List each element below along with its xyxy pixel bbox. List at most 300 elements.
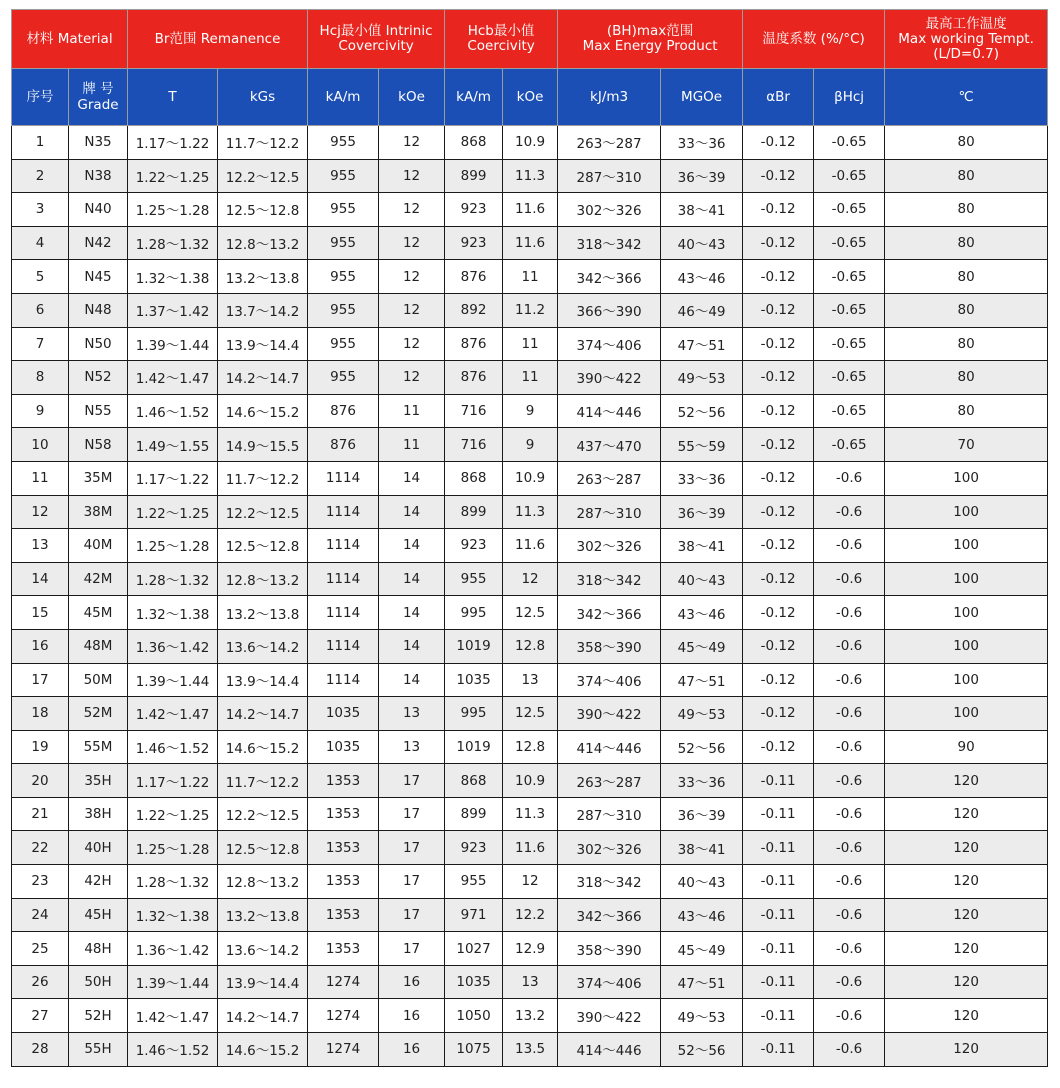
table-cell: 1.17～1.22	[128, 461, 218, 495]
table-cell: -0.6	[814, 999, 885, 1033]
table-cell: 45～49	[661, 629, 743, 663]
table-cell: 12	[379, 260, 445, 294]
table-cell: 14	[379, 529, 445, 563]
table-cell: -0.6	[814, 797, 885, 831]
header-unit-kgs	[218, 69, 308, 126]
table-cell: 1114	[308, 495, 379, 529]
table-cell: 17	[379, 932, 445, 966]
table-cell: 1.28～1.32	[128, 865, 218, 899]
table-row	[12, 663, 1048, 697]
table-cell: -0.12	[743, 260, 814, 294]
table-cell: -0.6	[814, 495, 885, 529]
table-cell: 52H	[69, 999, 128, 1033]
table-cell: -0.12	[743, 159, 814, 193]
header-alpha-br	[743, 69, 814, 126]
table-cell: 24	[12, 898, 69, 932]
table-row	[12, 495, 1048, 529]
table-cell: 923	[445, 193, 503, 227]
table-cell: -0.65	[814, 226, 885, 260]
table-cell: 1.37～1.42	[128, 293, 218, 327]
header-text: βHcj	[834, 89, 865, 105]
header-text: 序号	[26, 89, 54, 105]
table-cell: 1353	[308, 797, 379, 831]
table-cell: -0.65	[814, 361, 885, 395]
table-cell: 16	[12, 629, 69, 663]
table-cell: 100	[885, 495, 1048, 529]
table-cell: 374～406	[558, 663, 661, 697]
table-cell: -0.12	[743, 461, 814, 495]
table-cell: 868	[445, 126, 503, 160]
header-text: kGs	[249, 89, 276, 105]
table-cell: 12.8～13.2	[218, 226, 308, 260]
table-cell: 10.9	[503, 764, 558, 798]
table-cell: 120	[885, 831, 1048, 865]
table-cell: 955	[308, 361, 379, 395]
table-cell: 12.2～12.5	[218, 159, 308, 193]
table-cell: 120	[885, 865, 1048, 899]
table-cell: 100	[885, 596, 1048, 630]
table-cell: -0.6	[814, 730, 885, 764]
table-cell: -0.65	[814, 126, 885, 160]
table-row	[12, 461, 1048, 495]
table-cell: 42H	[69, 865, 128, 899]
table-cell: 716	[445, 428, 503, 462]
table-cell: 38M	[69, 495, 128, 529]
table-cell: -0.12	[743, 394, 814, 428]
table-cell: 14	[379, 663, 445, 697]
table-cell: 1.46～1.52	[128, 1033, 218, 1067]
table-cell: 414～446	[558, 730, 661, 764]
table-cell: 12.8	[503, 730, 558, 764]
header-intrinsic-coercivity	[308, 10, 445, 69]
table-cell: 80	[885, 226, 1048, 260]
table-cell: 38～41	[661, 529, 743, 563]
table-cell: 12	[503, 865, 558, 899]
table-cell: -0.12	[743, 562, 814, 596]
header-text: ℃	[958, 89, 974, 105]
table-row	[12, 1033, 1048, 1067]
table-cell: 12.9	[503, 932, 558, 966]
table-cell: 955	[445, 562, 503, 596]
table-cell: 374～406	[558, 327, 661, 361]
table-cell: 25	[12, 932, 69, 966]
table-cell: 11	[503, 327, 558, 361]
table-cell: 120	[885, 797, 1048, 831]
header-unit-mgoe	[661, 69, 743, 126]
table-cell: 13	[503, 663, 558, 697]
table-cell: 40～43	[661, 226, 743, 260]
header-text: (BH)max范围	[606, 23, 694, 39]
table-cell: 12.8～13.2	[218, 865, 308, 899]
header-text: kA/m	[325, 89, 361, 105]
table-cell: 2	[12, 159, 69, 193]
table-row	[12, 529, 1048, 563]
table-cell: -0.12	[743, 428, 814, 462]
table-cell: N52	[69, 361, 128, 395]
table-cell: 4	[12, 226, 69, 260]
table-cell: 12.5	[503, 697, 558, 731]
table-cell: 23	[12, 865, 69, 899]
table-cell: 1019	[445, 629, 503, 663]
table-cell: -0.12	[743, 361, 814, 395]
table-cell: 13.9～14.4	[218, 663, 308, 697]
table-cell: -0.11	[743, 898, 814, 932]
table-cell: 11.6	[503, 831, 558, 865]
table-cell: 3	[12, 193, 69, 227]
table-cell: 414～446	[558, 394, 661, 428]
table-cell: 50H	[69, 965, 128, 999]
table-cell: 1.25～1.28	[128, 529, 218, 563]
table-cell: N55	[69, 394, 128, 428]
table-cell: 100	[885, 629, 1048, 663]
table-cell: -0.6	[814, 596, 885, 630]
table-cell: -0.12	[743, 226, 814, 260]
header-text: Max Energy Product	[582, 38, 718, 54]
table-cell: 318～342	[558, 226, 661, 260]
table-cell: 318～342	[558, 865, 661, 899]
table-cell: -0.12	[743, 697, 814, 731]
table-cell: 100	[885, 562, 1048, 596]
table-cell: 12.2	[503, 898, 558, 932]
table-cell: 120	[885, 898, 1048, 932]
header-text: (L/D=0.7)	[933, 45, 999, 62]
spec-table-wrapper	[11, 9, 1048, 1067]
table-cell: 1035	[308, 697, 379, 731]
table-cell: 1.39～1.44	[128, 327, 218, 361]
header-text: αBr	[766, 89, 790, 105]
table-cell: 18	[12, 697, 69, 731]
table-cell: 14	[379, 629, 445, 663]
table-cell: -0.65	[814, 193, 885, 227]
table-cell: 955	[308, 126, 379, 160]
header-text: kOe	[398, 89, 425, 105]
table-cell: 33～36	[661, 461, 743, 495]
header-text: 温度系数 (%/°C)	[762, 30, 865, 47]
table-cell: 263～287	[558, 126, 661, 160]
table-cell: -0.6	[814, 663, 885, 697]
table-cell: 35M	[69, 461, 128, 495]
table-cell: -0.65	[814, 327, 885, 361]
table-cell: -0.6	[814, 965, 885, 999]
table-cell: 43～46	[661, 898, 743, 932]
table-cell: -0.6	[814, 697, 885, 731]
table-cell: 876	[308, 394, 379, 428]
header-unit-kam-hcj	[308, 69, 379, 126]
table-cell: -0.11	[743, 932, 814, 966]
table-cell: 17	[379, 831, 445, 865]
table-row	[12, 361, 1048, 395]
table-cell: -0.6	[814, 629, 885, 663]
header-max-working-temp	[885, 10, 1048, 69]
table-cell: 40M	[69, 529, 128, 563]
table-cell: 955	[308, 260, 379, 294]
table-cell: 14.6～15.2	[218, 1033, 308, 1067]
header-unit-koe-hcj	[379, 69, 445, 126]
table-cell: 437～470	[558, 428, 661, 462]
table-row	[12, 126, 1048, 160]
table-cell: 14.2～14.7	[218, 361, 308, 395]
table-cell: 52M	[69, 697, 128, 731]
table-cell: -0.12	[743, 529, 814, 563]
table-cell: 12.2～12.5	[218, 797, 308, 831]
table-cell: 12	[379, 126, 445, 160]
table-row	[12, 327, 1048, 361]
header-text: MGOe	[681, 89, 723, 105]
table-cell: 390～422	[558, 999, 661, 1033]
table-cell: 1.32～1.38	[128, 260, 218, 294]
table-cell: 11	[379, 394, 445, 428]
table-cell: 414～446	[558, 1033, 661, 1067]
table-cell: 1.39～1.44	[128, 663, 218, 697]
table-cell: 14	[379, 461, 445, 495]
table-cell: 120	[885, 932, 1048, 966]
header-unit-kjm3	[558, 69, 661, 126]
table-cell: 9	[12, 394, 69, 428]
table-cell: 318～342	[558, 562, 661, 596]
table-cell: 49～53	[661, 361, 743, 395]
table-cell: 1353	[308, 932, 379, 966]
table-cell: 263～287	[558, 461, 661, 495]
table-cell: 899	[445, 797, 503, 831]
table-row	[12, 697, 1048, 731]
table-cell: 6	[12, 293, 69, 327]
table-cell: 11	[12, 461, 69, 495]
table-cell: N45	[69, 260, 128, 294]
table-cell: -0.6	[814, 898, 885, 932]
table-cell: 11.3	[503, 495, 558, 529]
table-cell: 716	[445, 394, 503, 428]
header-unit-t	[128, 69, 218, 126]
table-cell: 1	[12, 126, 69, 160]
table-cell: -0.11	[743, 797, 814, 831]
table-cell: 12	[12, 495, 69, 529]
table-cell: 1.46～1.52	[128, 730, 218, 764]
table-cell: 302～326	[558, 529, 661, 563]
table-cell: -0.6	[814, 865, 885, 899]
header-temperature-coefficient	[743, 10, 885, 69]
table-cell: 13.6～14.2	[218, 932, 308, 966]
header-text: Br范围 Remanence	[154, 30, 281, 47]
table-cell: 923	[445, 529, 503, 563]
table-cell: 13.2～13.8	[218, 260, 308, 294]
table-cell: -0.6	[814, 764, 885, 798]
table-cell: 45～49	[661, 932, 743, 966]
table-cell: 5	[12, 260, 69, 294]
header-text: Coercivity	[467, 38, 535, 54]
table-cell: -0.65	[814, 428, 885, 462]
table-cell: 1.17～1.22	[128, 764, 218, 798]
table-row	[12, 932, 1048, 966]
table-cell: N48	[69, 293, 128, 327]
table-cell: 11.7～12.2	[218, 126, 308, 160]
table-row	[12, 764, 1048, 798]
table-cell: 955	[308, 327, 379, 361]
table-cell: 48H	[69, 932, 128, 966]
table-cell: 12	[379, 193, 445, 227]
table-cell: 1075	[445, 1033, 503, 1067]
table-cell: 1.28～1.32	[128, 226, 218, 260]
table-cell: 1353	[308, 865, 379, 899]
table-cell: 876	[445, 327, 503, 361]
table-row	[12, 428, 1048, 462]
table-cell: 12.8	[503, 629, 558, 663]
table-cell: 12	[379, 293, 445, 327]
table-cell: 47～51	[661, 663, 743, 697]
table-cell: 1.32～1.38	[128, 596, 218, 630]
table-cell: 13.2	[503, 999, 558, 1033]
table-cell: 12	[379, 361, 445, 395]
table-cell: 302～326	[558, 193, 661, 227]
table-cell: 80	[885, 260, 1048, 294]
header-text: Covercivity	[338, 38, 414, 54]
table-row	[12, 730, 1048, 764]
table-cell: 1.49～1.55	[128, 428, 218, 462]
table-cell: 8	[12, 361, 69, 395]
table-cell: 49～53	[661, 697, 743, 731]
table-cell: 358～390	[558, 629, 661, 663]
table-cell: 13.2～13.8	[218, 596, 308, 630]
table-cell: 12	[379, 327, 445, 361]
table-row	[12, 159, 1048, 193]
table-cell: 1.42～1.47	[128, 999, 218, 1033]
table-cell: 120	[885, 1033, 1048, 1067]
table-cell: -0.12	[743, 126, 814, 160]
table-cell: 995	[445, 697, 503, 731]
table-cell: 14.9～15.5	[218, 428, 308, 462]
header-text: 最高工作温度	[925, 15, 1007, 32]
table-cell: -0.11	[743, 999, 814, 1033]
table-cell: 1050	[445, 999, 503, 1033]
table-cell: 46～49	[661, 293, 743, 327]
header-text: kA/m	[456, 89, 491, 105]
table-cell: 14.6～15.2	[218, 394, 308, 428]
table-cell: 899	[445, 159, 503, 193]
table-row	[12, 293, 1048, 327]
table-cell: 100	[885, 529, 1048, 563]
table-cell: 47～51	[661, 965, 743, 999]
table-cell: -0.6	[814, 529, 885, 563]
table-cell: 16	[379, 1033, 445, 1067]
table-cell: -0.12	[743, 495, 814, 529]
table-cell: -0.12	[743, 629, 814, 663]
table-cell: 11.7～12.2	[218, 764, 308, 798]
table-cell: 120	[885, 999, 1048, 1033]
table-cell: 11.6	[503, 529, 558, 563]
header-text: 牌 号	[82, 81, 114, 97]
table-cell: N35	[69, 126, 128, 160]
table-cell: -0.12	[743, 663, 814, 697]
table-cell: 995	[445, 596, 503, 630]
table-cell: 1274	[308, 1033, 379, 1067]
header-text: Hcj最小值 Intrinic	[319, 23, 433, 39]
table-cell: 1.32～1.38	[128, 898, 218, 932]
table-row	[12, 260, 1048, 294]
table-cell: 374～406	[558, 965, 661, 999]
table-cell: -0.11	[743, 965, 814, 999]
table-cell: 876	[445, 260, 503, 294]
table-cell: 1114	[308, 529, 379, 563]
table-cell: 12.5～12.8	[218, 831, 308, 865]
table-cell: 49～53	[661, 999, 743, 1033]
table-cell: 13	[12, 529, 69, 563]
table-cell: 27	[12, 999, 69, 1033]
table-cell: 868	[445, 461, 503, 495]
table-cell: 120	[885, 965, 1048, 999]
header-beta-hcj	[814, 69, 885, 126]
table-cell: -0.65	[814, 159, 885, 193]
table-cell: 11	[503, 361, 558, 395]
header-coercivity	[445, 10, 558, 69]
header-row-units	[12, 69, 1048, 126]
table-cell: -0.11	[743, 764, 814, 798]
table-cell: 923	[445, 226, 503, 260]
table-cell: 876	[308, 428, 379, 462]
table-cell: 45M	[69, 596, 128, 630]
table-cell: 22	[12, 831, 69, 865]
table-cell: 55～59	[661, 428, 743, 462]
table-cell: 14.6～15.2	[218, 730, 308, 764]
table-cell: 70	[885, 428, 1048, 462]
table-cell: 12.5	[503, 596, 558, 630]
table-cell: 38～41	[661, 193, 743, 227]
table-cell: 21	[12, 797, 69, 831]
table-cell: 17	[379, 764, 445, 798]
table-cell: 100	[885, 697, 1048, 731]
table-cell: 11.6	[503, 193, 558, 227]
table-cell: 80	[885, 159, 1048, 193]
table-cell: 80	[885, 193, 1048, 227]
table-cell: 955	[445, 865, 503, 899]
table-cell: -0.12	[743, 327, 814, 361]
header-max-energy-product	[558, 10, 743, 69]
table-cell: 11.6	[503, 226, 558, 260]
table-cell: 1.22～1.25	[128, 797, 218, 831]
table-cell: -0.11	[743, 865, 814, 899]
table-cell: 120	[885, 764, 1048, 798]
table-cell: 12.5～12.8	[218, 529, 308, 563]
table-cell: 36～39	[661, 159, 743, 193]
table-cell: 868	[445, 764, 503, 798]
table-cell: 390～422	[558, 697, 661, 731]
table-cell: 17	[379, 865, 445, 899]
table-cell: 35H	[69, 764, 128, 798]
table-cell: 13.7～14.2	[218, 293, 308, 327]
table-cell: 302～326	[558, 831, 661, 865]
table-cell: 11.2	[503, 293, 558, 327]
table-cell: 1114	[308, 461, 379, 495]
table-cell: 15	[12, 596, 69, 630]
table-cell: 1.36～1.42	[128, 932, 218, 966]
header-row-categories	[12, 10, 1048, 69]
table-cell: 52～56	[661, 730, 743, 764]
table-cell: 287～310	[558, 159, 661, 193]
header-text: 材料 Material	[26, 30, 113, 47]
header-material	[12, 10, 128, 69]
header-text: Hcb最小值	[467, 23, 535, 39]
table-cell: 14	[379, 596, 445, 630]
table-cell: 14	[379, 562, 445, 596]
header-remanence	[128, 10, 308, 69]
table-cell: 45H	[69, 898, 128, 932]
table-cell: -0.6	[814, 461, 885, 495]
table-cell: 10	[12, 428, 69, 462]
table-cell: 892	[445, 293, 503, 327]
table-cell: 11.3	[503, 797, 558, 831]
table-cell: 876	[445, 361, 503, 395]
table-cell: 358～390	[558, 932, 661, 966]
table-cell: 40～43	[661, 562, 743, 596]
table-cell: 42M	[69, 562, 128, 596]
